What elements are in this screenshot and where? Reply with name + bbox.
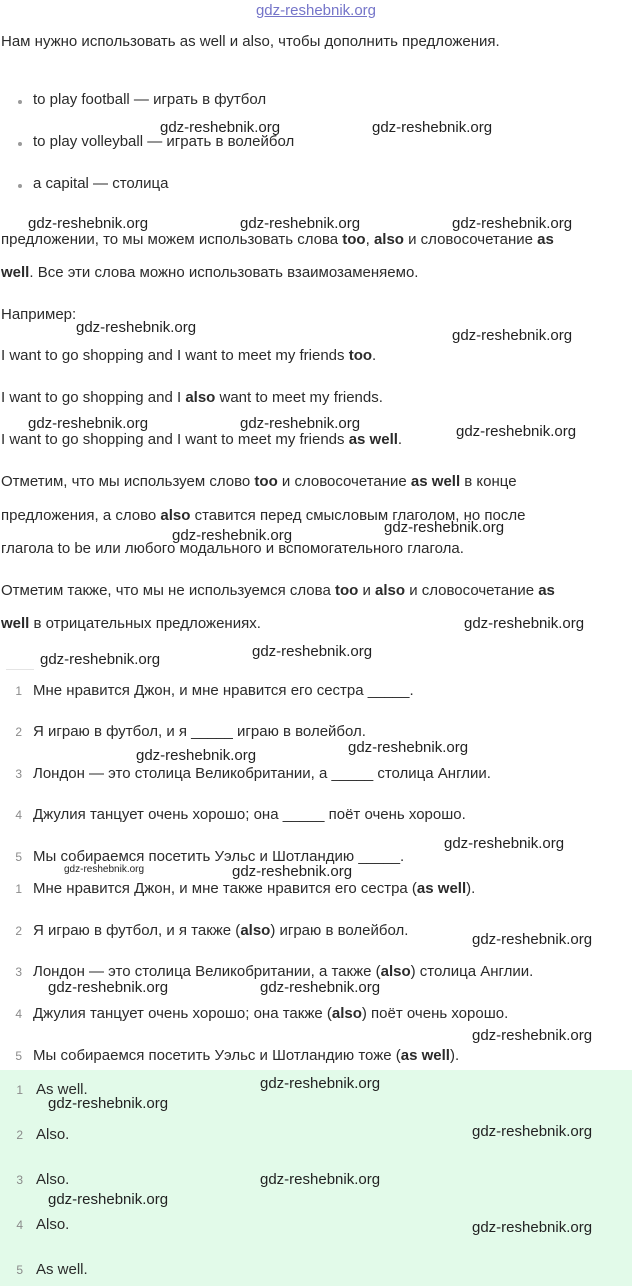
rule-paragraph-line: глагола to be или любого модального и вспомогательного глагола. xyxy=(1,540,464,557)
rule-paragraph-line: предложения, а слово also ставится перед смысловым глаголом, но после xyxy=(1,507,526,524)
answer-item: Also. xyxy=(36,1216,70,1233)
rule-paragraph-line: well в отрицательных предложениях. xyxy=(1,615,261,632)
watermark: gdz-reshebnik.org xyxy=(472,1123,593,1140)
task-item: Лондон — это столица Великобритании, а _____ столица Англии. xyxy=(33,765,491,782)
watermark: gdz-reshebnik.org xyxy=(48,979,169,996)
watermark: gdz-reshebnik.org xyxy=(28,215,149,232)
watermark: gdz-reshebnik.org xyxy=(260,979,381,996)
rule-paragraph-line: well. Все эти слова можно использовать взаимозаменяемо. xyxy=(1,264,419,281)
solution-item: Джулия танцует очень хорошо; она также (also) поёт очень хорошо. xyxy=(33,1005,509,1022)
bullet-dot-icon xyxy=(18,100,22,104)
rule-paragraph-line: Отметим, что мы используем слово too и словосочетание as well в конце xyxy=(1,473,517,490)
task-number: 2 xyxy=(15,725,22,739)
answer-number: 2 xyxy=(16,1128,23,1142)
answer-number: 1 xyxy=(16,1083,23,1097)
watermark: gdz-reshebnik.org xyxy=(384,519,505,536)
task-number: 3 xyxy=(15,767,22,781)
watermark: gdz-reshebnik.org xyxy=(48,1095,169,1112)
watermark: gdz-reshebnik.org xyxy=(28,415,149,432)
example-label: Например: xyxy=(1,306,77,323)
example-sentence: I want to go shopping and I also want to meet my friends. xyxy=(1,389,383,406)
vocab-item: to play volleyball — играть в волейбол xyxy=(33,133,295,150)
solution-number: 4 xyxy=(15,1007,22,1021)
task-number: 4 xyxy=(15,808,22,822)
solution-number: 1 xyxy=(15,882,22,896)
site-title-link[interactable]: gdz-reshebnik.org xyxy=(255,2,377,19)
answer-item: As well. xyxy=(36,1081,88,1098)
answer-item: As well. xyxy=(36,1261,88,1278)
example-sentence: I want to go shopping and I want to meet my friends too. xyxy=(1,347,377,364)
watermark: gdz-reshebnik.org xyxy=(76,319,197,336)
task-number: 5 xyxy=(15,850,22,864)
intro-text: Нам нужно использовать as well и also, чтобы дополнить предложения. xyxy=(1,33,500,50)
watermark: gdz-reshebnik.org xyxy=(48,1191,169,1208)
solution-number: 5 xyxy=(15,1049,22,1063)
task-item: Я играю в футбол, и я _____ играю в волейбол. xyxy=(33,723,366,740)
answer-number: 5 xyxy=(16,1263,23,1277)
example-sentence: I want to go shopping and I want to meet my friends as well. xyxy=(1,431,403,448)
watermark: gdz-reshebnik.org xyxy=(40,651,161,668)
vocab-item: a capital — столица xyxy=(33,175,169,192)
rule-paragraph-line: предложении, то мы можем использовать слова too, also и словосочетание as xyxy=(1,231,554,248)
watermark: gdz-reshebnik.org xyxy=(172,527,293,544)
watermark: gdz-reshebnik.org xyxy=(240,215,361,232)
task-item: Мне нравится Джон, и мне нравится его сестра _____. xyxy=(33,682,414,699)
bullet-dot-icon xyxy=(18,142,22,146)
watermark: gdz-reshebnik.org xyxy=(232,863,353,880)
watermark: gdz-reshebnik.org xyxy=(64,864,145,875)
watermark: gdz-reshebnik.org xyxy=(464,615,585,632)
solution-item: Мне нравится Джон, и мне также нравится его сестра (as well). xyxy=(33,880,476,897)
watermark: gdz-reshebnik.org xyxy=(348,739,469,756)
watermark: gdz-reshebnik.org xyxy=(372,119,493,136)
watermark: gdz-reshebnik.org xyxy=(472,1219,593,1236)
watermark: gdz-reshebnik.org xyxy=(452,215,573,232)
solution-number: 3 xyxy=(15,965,22,979)
rule-paragraph-line: Отметим также, что мы не используемся слова too и also и словосочетание as xyxy=(1,582,555,599)
watermark: gdz-reshebnik.org xyxy=(240,415,361,432)
task-item: Джулия танцует очень хорошо; она _____ поёт очень хорошо. xyxy=(33,806,466,823)
task-item: Мы собираемся посетить Уэльс и Шотландию _____. xyxy=(33,848,405,865)
answer-number: 4 xyxy=(16,1218,23,1232)
task-number: 1 xyxy=(15,684,22,698)
watermark: gdz-reshebnik.org xyxy=(136,747,257,764)
watermark: gdz-reshebnik.org xyxy=(260,1075,381,1092)
solution-item: Мы собираемся посетить Уэльс и Шотландию тоже (as well). xyxy=(33,1047,460,1064)
watermark: gdz-reshebnik.org xyxy=(260,1171,381,1188)
solution-item: Лондон — это столица Великобритании, а также (also) столица Англии. xyxy=(33,963,534,980)
vocab-item: to play football — играть в футбол xyxy=(33,91,267,108)
watermark: gdz-reshebnik.org xyxy=(452,327,573,344)
answer-number: 3 xyxy=(16,1173,23,1187)
divider xyxy=(6,669,34,670)
watermark: gdz-reshebnik.org xyxy=(472,1027,593,1044)
watermark: gdz-reshebnik.org xyxy=(252,643,373,660)
answer-item: Also. xyxy=(36,1171,70,1188)
solution-item: Я играю в футбол, и я также (also) играю в волейбол. xyxy=(33,922,409,939)
watermark: gdz-reshebnik.org xyxy=(444,835,565,852)
watermark: gdz-reshebnik.org xyxy=(160,119,281,136)
watermark: gdz-reshebnik.org xyxy=(472,931,593,948)
bullet-dot-icon xyxy=(18,184,22,188)
answer-item: Also. xyxy=(36,1126,70,1143)
solution-number: 2 xyxy=(15,924,22,938)
watermark: gdz-reshebnik.org xyxy=(456,423,577,440)
